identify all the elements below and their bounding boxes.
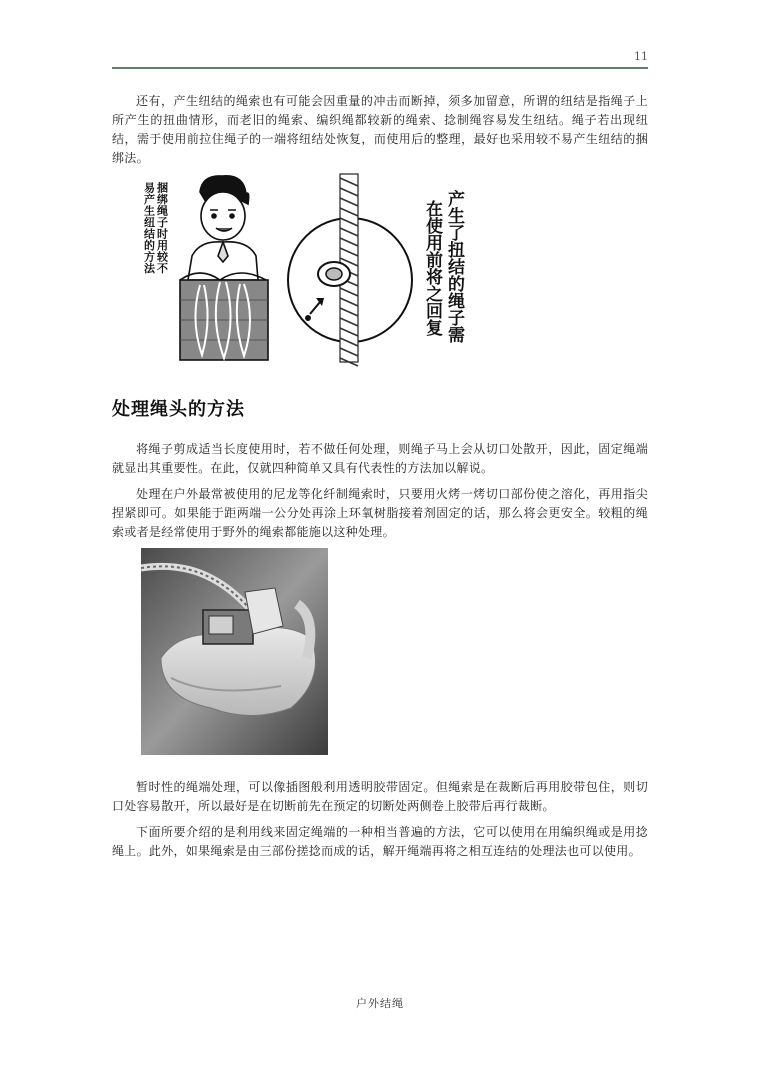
twisted-rope-circle [288,174,412,366]
svg-text:在使用前将之回复: 在使用前将之回复 [426,200,443,339]
paragraph-4: 下面所要介绍的是利用线来固定绳端的一种相当普遍的方法，它可以使用在用编织绳或是用捻绳上。此外，如果绳索是由三部份搓捻而成的话，解开绳端再将之相互连结的处理法也可以使用。 [112,825,648,858]
svg-text:产生了扭结的绳子需: 产生了扭结的绳子需 [448,190,465,346]
footer-text: 户外结绳 [356,997,404,1010]
svg-text:捆绑绳子时用较不: 捆绑绳子时用较不 [157,181,168,275]
header-rule [112,67,648,69]
paragraph-2: 处理在户外最常被使用的尼龙等化纤制绳索时，只要用火烤一烤切口部份使之溶化，再用指尖捏紧即可。如果能于距两端一公分处再涂上环氧树脂接着剂固定的话，那么将会更安全。较粗的绳索或者是经常使用于野外的绳索都能施以这种处理。 [112,487,648,539]
illustration-caption-left [144,181,169,276]
page-number: 11 [634,50,648,63]
paragraph-3: 暂时性的绳端处理，可以像插图般利用透明胶带固定。但绳索是在裁断后再用胶带包住，则切口处容易散开，所以最好是在切断前先在预定的切断处两侧卷上胶带后再行裁断。 [112,780,648,813]
illustration-caption-right [426,189,465,346]
paragraph-intro: 还有，产生纽结的绳索也有可能会因重量的冲击而断掉，须多加留意，所谓的纽结是指绳子上所产生的扭曲情形，而老旧的绳索、编织绳都较新的绳索、捻制绳容易发生纽结。绳子若出现纽结，需于使用前拉住绳子的一端将纽结处恢复，而使用后的整理，最好也采用较不易产生纽结的捆绑法。 [112,94,648,165]
photo-melting-rope [141,548,328,755]
svg-text:易产生纽结的方法: 易产生纽结的方法 [144,181,155,275]
man-figure [180,176,268,360]
section-title: 处理绳头的方法 [112,399,245,420]
paragraph-1: 将绳子剪成适当长度使用时，若不做任何处理，则绳子马上会从切口处散开，因此，固定绳端就显出其重要性。在此，仅就四种简单又具有代表性的方法加以解说。 [112,442,648,475]
knot-illustration [140,170,470,368]
